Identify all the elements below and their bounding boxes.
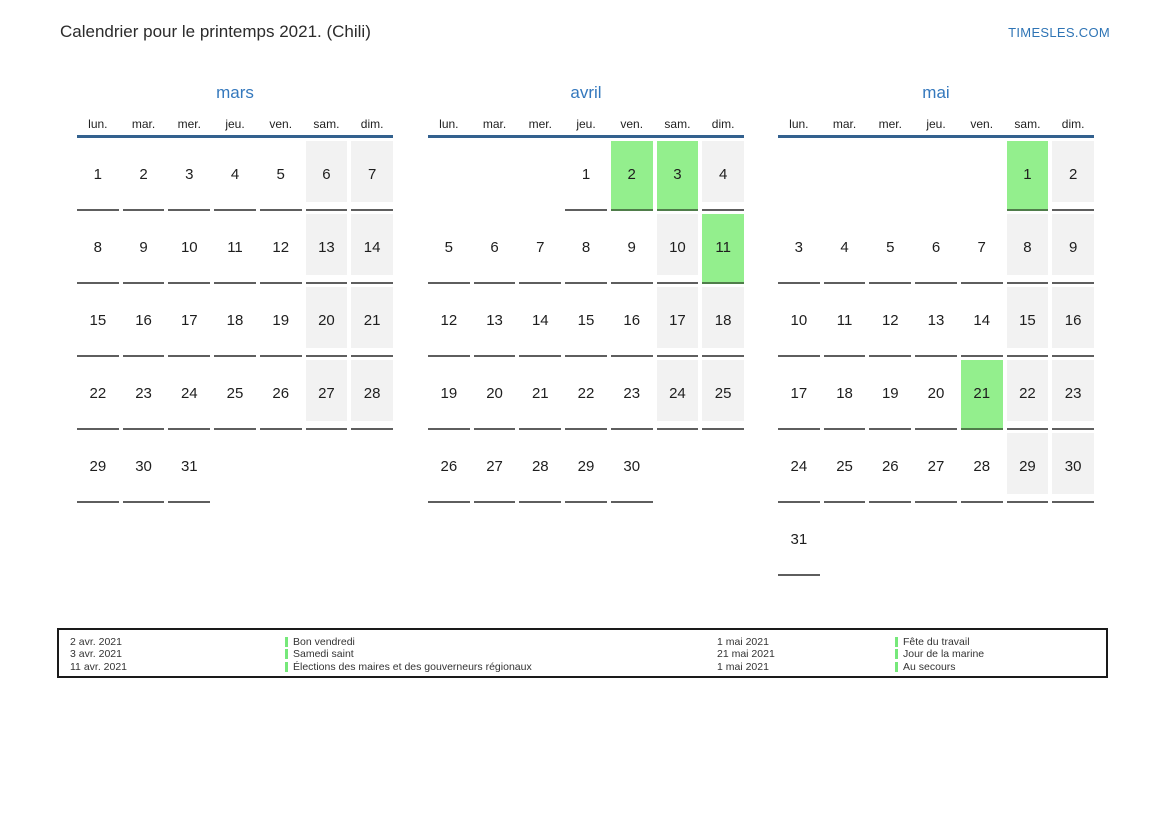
legend-names-column: [895, 636, 984, 673]
day-cell: 8: [1007, 211, 1049, 284]
day-cell: 13: [474, 284, 516, 357]
day-cell: 12: [869, 284, 911, 357]
weekday-label: jeu.: [225, 116, 245, 131]
legend-entry: [285, 636, 532, 648]
day-cell: 6: [915, 211, 957, 284]
day-cell: 15: [565, 284, 607, 357]
month-grid: [778, 138, 1094, 576]
weekday-header-row: [77, 112, 393, 138]
day-cell: 4: [702, 138, 744, 211]
legend-entry: [285, 648, 532, 660]
day-cell: 30: [1052, 430, 1094, 503]
day-cell: 20: [474, 357, 516, 430]
holiday-marker-bar: [895, 649, 898, 659]
day-cell: 25: [702, 357, 744, 430]
legend-holiday-name: Bon vendredi: [293, 636, 355, 648]
day-cell: 1: [565, 138, 607, 211]
empty-cell: [428, 138, 470, 211]
weekday-label: mar.: [832, 116, 857, 131]
day-cell: 4: [214, 138, 256, 211]
empty-cell: [778, 138, 820, 211]
month-title[interactable]: mars: [216, 83, 254, 102]
weekday-label: dim.: [1061, 116, 1085, 131]
page-title: Calendrier pour le printemps 2021. (Chili): [60, 22, 371, 41]
day-cell: 11: [824, 284, 866, 357]
legend-dates-column: [70, 636, 127, 673]
day-cell: 29: [565, 430, 607, 503]
empty-cell: [869, 138, 911, 211]
month-title[interactable]: mai: [922, 83, 950, 102]
weekday-label: mar.: [131, 116, 156, 131]
day-cell: 15: [77, 284, 119, 357]
day-cell: 17: [657, 284, 699, 357]
day-cell: 14: [961, 284, 1003, 357]
month-mars: [77, 82, 393, 503]
day-cell: 7: [961, 211, 1003, 284]
day-cell: 16: [1052, 284, 1094, 357]
day-cell: 17: [168, 284, 210, 357]
day-cell: 29: [1007, 430, 1049, 503]
empty-cell: [1052, 503, 1094, 576]
weekday-label: jeu.: [926, 116, 946, 131]
day-cell-holiday: 3: [657, 138, 699, 211]
day-cell: 29: [77, 430, 119, 503]
day-cell: 20: [915, 357, 957, 430]
weekday-label: ven.: [620, 116, 644, 131]
empty-cell: [519, 138, 561, 211]
day-cell: 9: [611, 211, 653, 284]
day-cell: 5: [869, 211, 911, 284]
day-cell-holiday: 11: [702, 211, 744, 284]
empty-cell: [824, 503, 866, 576]
legend-date: 11 avr. 2021: [70, 660, 128, 673]
day-cell: 13: [306, 211, 348, 284]
empty-cell: [306, 430, 348, 503]
day-cell: 28: [351, 357, 393, 430]
empty-cell: [869, 503, 911, 576]
day-cell: 15: [1007, 284, 1049, 357]
day-cell: 26: [260, 357, 302, 430]
day-cell: 21: [519, 357, 561, 430]
day-cell: 21: [351, 284, 393, 357]
day-cell: 3: [778, 211, 820, 284]
legend-dates-column: [717, 636, 775, 673]
holiday-marker-bar: [285, 649, 288, 659]
legend-holiday-name: Élections des maires et des gouverneurs régionaux: [293, 660, 532, 673]
day-cell: 18: [702, 284, 744, 357]
day-cell: 2: [123, 138, 165, 211]
day-cell: 10: [657, 211, 699, 284]
day-cell: 19: [260, 284, 302, 357]
day-cell: 12: [260, 211, 302, 284]
day-cell: 10: [168, 211, 210, 284]
empty-cell: [1007, 503, 1049, 576]
day-cell: 23: [123, 357, 165, 430]
month-grid: [428, 138, 744, 503]
day-cell: 9: [123, 211, 165, 284]
day-cell: 25: [214, 357, 256, 430]
weekday-label: ven.: [970, 116, 994, 131]
day-cell: 11: [214, 211, 256, 284]
day-cell: 19: [869, 357, 911, 430]
day-cell: 6: [306, 138, 348, 211]
empty-cell: [915, 138, 957, 211]
empty-cell: [915, 503, 957, 576]
day-cell: 27: [915, 430, 957, 503]
day-cell: 26: [428, 430, 470, 503]
weekday-label: sam.: [313, 116, 340, 131]
weekday-header-row: [428, 112, 744, 138]
day-cell: 3: [168, 138, 210, 211]
day-cell: 8: [77, 211, 119, 284]
day-cell: 6: [474, 211, 516, 284]
weekday-label: sam.: [1014, 116, 1041, 131]
day-cell: 16: [611, 284, 653, 357]
day-cell: 25: [824, 430, 866, 503]
day-cell: 12: [428, 284, 470, 357]
day-cell: 10: [778, 284, 820, 357]
day-cell: 31: [168, 430, 210, 503]
day-cell: 20: [306, 284, 348, 357]
legend-entry: [895, 661, 984, 673]
weekday-label: lun.: [88, 116, 108, 131]
day-cell: 31: [778, 503, 820, 576]
day-cell-holiday: 2: [611, 138, 653, 211]
day-cell: 7: [351, 138, 393, 211]
day-cell: 30: [611, 430, 653, 503]
month-grid: [77, 138, 393, 503]
empty-cell: [214, 430, 256, 503]
weekday-label: sam.: [664, 116, 691, 131]
empty-cell: [702, 430, 744, 503]
day-cell: 30: [123, 430, 165, 503]
day-cell: 4: [824, 211, 866, 284]
day-cell: 22: [1007, 357, 1049, 430]
day-cell-holiday: 21: [961, 357, 1003, 430]
weekday-label: mer.: [177, 116, 201, 131]
weekday-label: ven.: [269, 116, 293, 131]
weekday-label: lun.: [789, 116, 809, 131]
legend-date: 1 mai 2021: [717, 636, 769, 648]
day-cell: 16: [123, 284, 165, 357]
legend-entry: [895, 636, 984, 648]
day-cell: 1: [77, 138, 119, 211]
legend-entry: [285, 661, 532, 673]
day-cell: 26: [869, 430, 911, 503]
day-cell: 27: [306, 357, 348, 430]
day-cell: 24: [778, 430, 820, 503]
day-cell: 18: [824, 357, 866, 430]
day-cell: 5: [428, 211, 470, 284]
empty-cell: [961, 503, 1003, 576]
legend-holiday-name: Samedi saint: [293, 648, 354, 661]
empty-cell: [657, 430, 699, 503]
empty-cell: [351, 430, 393, 503]
day-cell: 27: [474, 430, 516, 503]
day-cell: 9: [1052, 211, 1094, 284]
legend-date: 1 mai 2021: [717, 660, 769, 673]
day-cell: 14: [519, 284, 561, 357]
weekday-label: mar.: [482, 116, 507, 131]
legend-entry: [895, 648, 984, 660]
month-avril: [428, 82, 744, 503]
day-cell: 2: [1052, 138, 1094, 211]
weekday-label: dim.: [360, 116, 384, 131]
holiday-marker-bar: [285, 662, 288, 672]
day-cell: 24: [168, 357, 210, 430]
legend-holiday-name: Au secours: [903, 660, 956, 673]
day-cell: 8: [565, 211, 607, 284]
day-cell: 13: [915, 284, 957, 357]
day-cell: 7: [519, 211, 561, 284]
day-cell: 24: [657, 357, 699, 430]
month-mai: [778, 82, 1094, 576]
legend-names-column: [285, 636, 532, 673]
day-cell: 23: [1052, 357, 1094, 430]
site-link[interactable]: TIMESLES.COM: [1008, 25, 1110, 40]
holiday-marker-bar: [895, 662, 898, 672]
day-cell: 23: [611, 357, 653, 430]
weekday-label: dim.: [711, 116, 735, 131]
weekday-header-row: [778, 112, 1094, 138]
legend-date: 3 avr. 2021: [70, 648, 122, 661]
weekday-label: mer.: [528, 116, 552, 131]
empty-cell: [961, 138, 1003, 211]
day-cell: 28: [519, 430, 561, 503]
day-cell: 19: [428, 357, 470, 430]
holiday-marker-bar: [895, 637, 898, 647]
legend-box: [57, 628, 1108, 678]
day-cell: 18: [214, 284, 256, 357]
day-cell-holiday: 1: [1007, 138, 1049, 211]
legend-date: 2 avr. 2021: [70, 636, 122, 648]
day-cell: 17: [778, 357, 820, 430]
day-cell: 14: [351, 211, 393, 284]
day-cell: 22: [77, 357, 119, 430]
legend-holiday-name: Fête du travail: [903, 636, 970, 648]
month-title[interactable]: avril: [570, 83, 602, 102]
empty-cell: [474, 138, 516, 211]
empty-cell: [260, 430, 302, 503]
legend-holiday-name: Jour de la marine: [903, 648, 985, 661]
day-cell: 22: [565, 357, 607, 430]
weekday-label: lun.: [439, 116, 459, 131]
weekday-label: mer.: [878, 116, 902, 131]
day-cell: 28: [961, 430, 1003, 503]
holiday-marker-bar: [285, 637, 288, 647]
day-cell: 5: [260, 138, 302, 211]
empty-cell: [824, 138, 866, 211]
legend-date: 21 mai 2021: [717, 648, 775, 661]
weekday-label: jeu.: [576, 116, 596, 131]
